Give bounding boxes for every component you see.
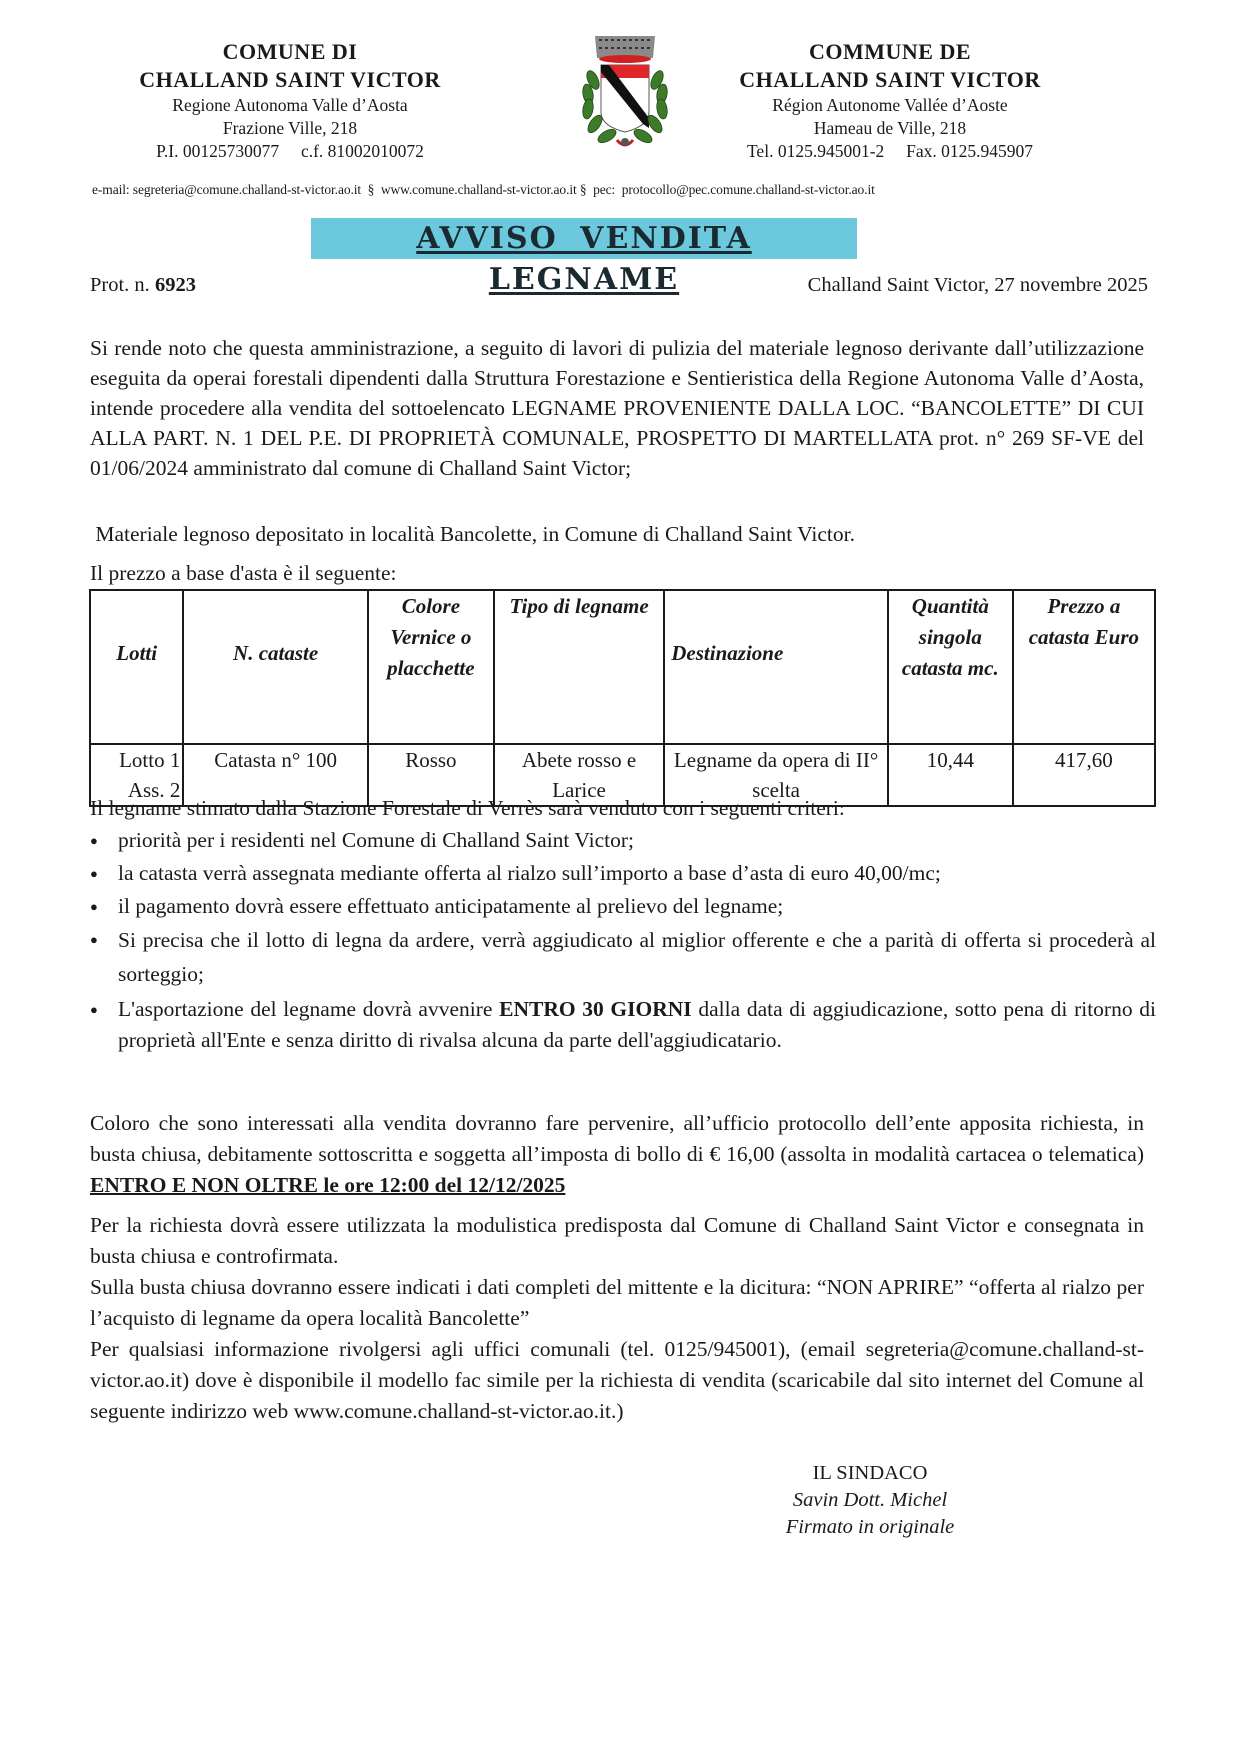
criteria-list [88,824,1156,1056]
criteria-intro: Il legname stimato dalla Stazione Forestale di Verrès sarà venduto con i seguenti criteri: [90,796,845,820]
header-title-line1: COMMUNE DE [808,39,972,64]
document-title: AVVISO VENDITA LEGNAME [416,221,752,297]
document-date: Challand Saint Victor, 27 novembre 2025 [807,274,1148,296]
col-quantita: Quantità singola catasta mc. [888,590,1013,744]
header-address: Frazione Ville, 218 [222,118,358,138]
signature-block [760,1460,980,1541]
cell-tipo: Abete rosso e Larice [494,744,664,806]
header-title-line2: CHALLAND SAINT VICTOR [139,67,441,92]
price-intro: Il prezzo a base d'asta è il seguente: [90,561,397,585]
col-n-cataste: N. cataste [183,590,368,744]
header-fiscal: P.I. 00125730077 c.f. 81002010072 [156,141,424,161]
cell-colore: Rosso [368,744,494,806]
col-destinazione: Destinazione [664,590,888,744]
instructions-contact: Per qualsiasi informazione rivolgersi agli uffici comunali (tel. 0125/945001), (email segreteria@comune.challand-st-victor.ao.it) dove è disponibile il modello fac simile per la richiesta di vendita (scaricabile dal sito internet del Comune al seguente indirizzo web www.comune.challand-st-victor.ao.it.) [90,1337,1144,1423]
header-phones: Tel. 0125.945001-2 Fax. 0125.945907 [746,141,1034,161]
col-tipo: Tipo di legname [494,590,664,744]
criteria-text: dalla data di aggiudicazione, sotto pena di ritorno di proprietà all'Ente e senza diritto di rivalsa alcuna da parte dell'aggiudicatario. [118,997,1156,1052]
col-colore: Colore Vernice o placchette [368,590,494,744]
instructions [90,1210,1144,1427]
col-prezzo: Prezzo a catasta Euro [1013,590,1155,744]
criteria-item: ● il pagamento dovrà essere effettuato anticipatamente al prelievo del legname; [88,890,1156,923]
criteria-item: ● la catasta verrà assegnata mediante offerta al rialzo sull’importo a base d’asta di euro 40,00/mc; [88,857,1156,890]
criteria-item: ● Si precisa che il lotto di legna da ardere, verrà aggiudicato al miglior offerente e che a parità di offerta si procederà al sorteggio; [88,923,1156,991]
cell-catasta: Catasta n° 100 [183,744,368,806]
instructions-envelope: Sulla busta chiusa dovranno essere indicati i dati completi del mittente e la dicitura: “NON APRIRE” “offerta al rialzo per l’acquisto di legname da opera località Bancolette” [90,1275,1144,1330]
submission-deadline: ENTRO E NON OLTRE le ore 12:00 del 12/12/2025 [90,1173,566,1197]
signature-note: Firmato in originale [785,1516,955,1538]
title-banner [311,218,857,297]
table-header-row [90,590,1155,744]
cell-destinazione: Legname da opera di II° scelta [664,744,888,806]
criteria-text: L'asportazione del legname dovrà avvenire [118,997,500,1021]
col-lotti: Lotti [90,590,183,744]
intro-paragraph: Si rende noto che questa amministrazione, a seguito di lavori di pulizia del materiale legnoso derivante dall’utilizzazione eseguita da operai forestali dipendenti dalla Struttura Forestazione e Sentieristica della Regione Autonoma Valle d’Aosta, intende procedere alla vendita del sottoelencato LEGNAME PROVENIENTE DALLA LOC. “BANCOLETTE” DI CUI ALLA PART. N. 1 DEL P.E. DI PROPRIETÀ COMUNALE, PROSPETTO DI MARTELLATA prot. n° 269 SF-VE del 01/06/2024 amministrato dal comune di Challand Saint Victor; [90,336,1144,480]
submission-text: Coloro che sono interessati alla vendita dovranno fare pervenire, all’ufficio protocollo dell’ente apposita richiesta, in busta chiusa, debitamente sottoscritta e soggetta all’imposta di bollo di € 16,00 (assolta in modalità cartacea o telematica) [90,1111,1144,1166]
cell-prezzo: 417,60 [1013,744,1155,806]
protocol-label: Prot. n. [90,274,150,296]
instructions-form: Per la richiesta dovrà essere utilizzata la modulistica predisposta dal Comune di Challand Saint Victor e consegnata in busta chiusa e controfirmata. [90,1213,1144,1268]
header-title-line2: CHALLAND SAINT VICTOR [739,67,1041,92]
criteria-item-deadline [88,994,1156,1056]
cell-quantita: 10,44 [888,744,1013,806]
protocol-value: 6923 [154,274,196,296]
signature-name: Savin Dott. Michel [792,1489,948,1511]
header-region: Regione Autonoma Valle d’Aosta [172,95,408,115]
contact-line: e-mail: segreteria@comune.challand-st-victor.ao.it § www.comune.challand-st-victor.ao.it § pec: protocollo@pec.comune.challand-st-victor.ao.it [92,182,875,197]
deposit-location: Materiale legnoso depositato in località Bancolette, in Comune di Challand Saint Victor. [90,522,855,546]
submission-paragraph [90,1108,1144,1201]
header-title-line1: COMUNE DI [222,39,358,64]
header-region: Région Autonome Vallée d’Aoste [772,95,1008,115]
header-address: Hameau de Ville, 218 [813,118,967,138]
lots-table [89,589,1156,807]
cell-lotto: Lotto 1 Ass. 2 [90,744,183,806]
criteria-item: ● priorità per i residenti nel Comune di Challand Saint Victor; [88,824,1156,857]
coat-of-arms-icon [555,28,695,168]
header-italian [90,38,490,163]
protocol-number [90,274,196,297]
criteria-emphasis: ENTRO 30 GIORNI [499,997,692,1021]
signature-role: IL SINDACO [812,1462,928,1484]
header-french [720,38,1060,163]
